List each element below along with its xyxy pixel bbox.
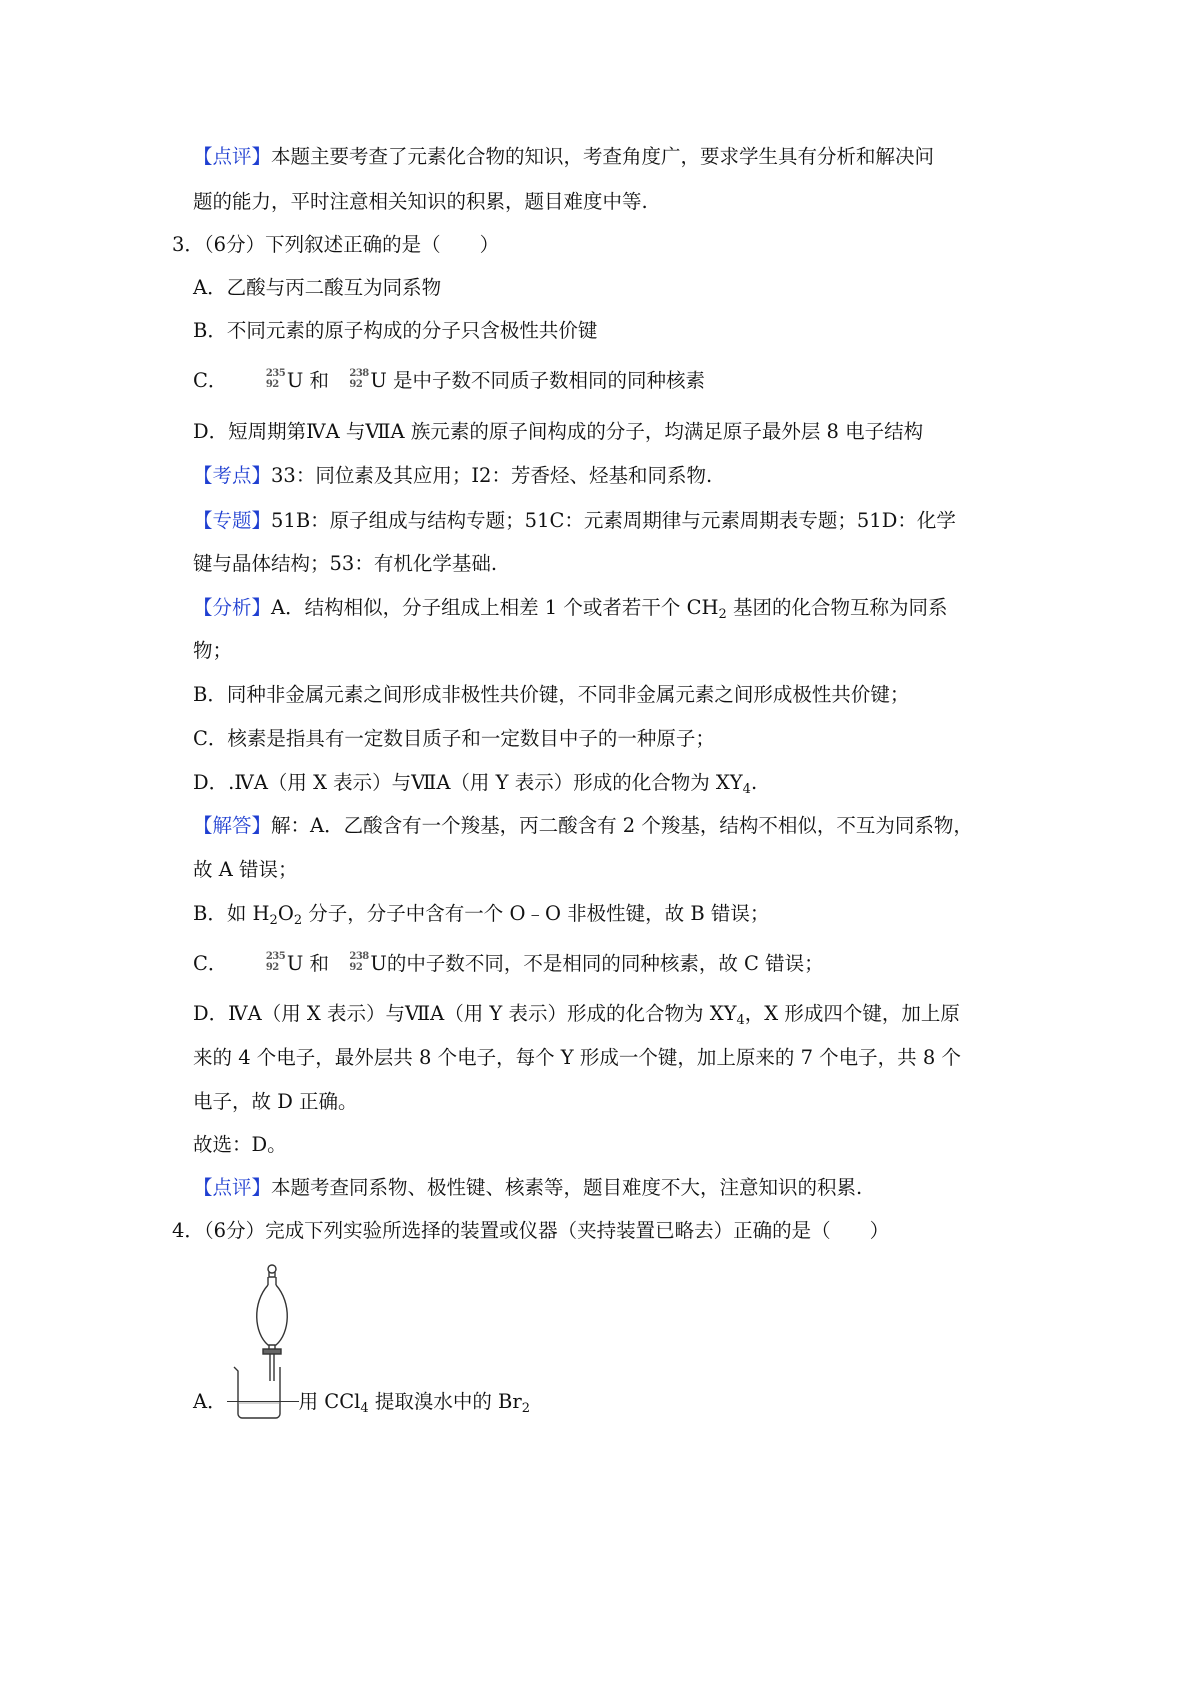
subscript: 2 [718,607,727,622]
solution-text: 的中子数不同，不是相同的同种核素，故 C 错误； [386,952,824,975]
analysis-text: D．.ⅣA（用 X 表示）与ⅦA（用 Y 表示）形成的化合物为 XY [193,771,743,794]
uranium-symbol: U [370,952,387,975]
isotope-notation: 235 92 [265,368,286,390]
analysis-line-5 [193,768,757,798]
uranium-symbol: U [370,369,387,392]
subscript: 4 [360,1401,369,1416]
solution-line-3 [193,899,769,929]
topic-continued: 键与晶体结构；53：有机化学基础. [193,552,498,575]
review-text: 本题主要考查了元素化合物的知识，考查角度广，要求学生具有分析和解决问 [271,145,935,168]
q4-option-a [193,1387,530,1417]
analysis-line-4: C．核素是指具有一定数目质子和一定数目中子的一种原子； [193,727,715,750]
review-tag: 【点评】 [193,145,272,168]
analysis-tag: 【分析】 [193,596,272,619]
option-label: A． [193,1390,227,1413]
option-label: C． [193,952,228,975]
subscript: 2 [293,913,303,928]
topic-tag: 【专题】 [193,509,272,532]
review-paragraph-q2 [193,142,934,172]
analysis-text: A．结构相似，分子组成上相差 1 个或者若干个 CH [271,596,719,619]
subscript: 4 [742,782,751,797]
solution-text: 解：A．乙酸含有一个羧基，丙二酸含有 2 个羧基，结构不相似，不互为同系物， [271,814,973,837]
question-4-stem: 4．（6分）完成下列实验所选择的装置或仪器（夹持装置已略去）正确的是（ ） [172,1219,890,1242]
uranium-symbol: U [286,369,304,392]
option-text: 是中子数不同质子数相同的同种核素 [393,369,706,392]
review-tag: 【点评】 [193,1176,272,1199]
analysis [193,593,948,623]
review-text: 本题考查同系物、极性键、核素等，题目难度不大，注意知识的积累. [271,1176,863,1199]
q3-option-c [193,366,705,396]
subscript: 2 [521,1401,530,1416]
solution-text: B．如 H [193,902,270,925]
question-3-stem: 3．（6分）下列叙述正确的是（ ） [172,233,500,256]
solution-line-6: 来的 4 个电子，最外层共 8 个电子，每个 Y 形成一个键，加上原来的 7 个电子，共 8 个 [193,1046,961,1069]
topic [193,506,956,536]
q3-option-b: B．不同元素的原子构成的分子只含极性共价键 [193,319,598,342]
conjunction: 和 [309,369,329,392]
review-paragraph-q3 [193,1173,862,1203]
option-label: C． [193,369,228,392]
solution-line-2: 故 A 错误； [193,858,298,881]
isotope-notation: 238 92 [349,368,369,390]
exam-point-tag: 【考点】 [193,464,272,487]
analysis-line-2: 物； [193,639,233,662]
funnel-bulb-icon [257,1285,288,1345]
q3-option-d: D．短周期第ⅣA 与ⅦA 族元素的原子间构成的分子，均满足原子最外层 8 电子结构 [193,420,924,443]
solution-text: 分子，分子中含有一个 O﹣O 非极性键，故 B 错误； [302,902,770,925]
solution-tag: 【解答】 [193,814,272,837]
analysis-text: . [750,771,758,794]
exam-point-text: 33：同位素及其应用；I2：芳香烃、烃基和同系物. [271,464,713,487]
solution-text: ，X 形成四个键，加上原 [744,1002,960,1025]
solution-text: O [277,902,294,925]
solution [193,811,973,841]
uranium-symbol: U [286,952,304,975]
option-text: 提取溴水中的 Br [368,1390,522,1413]
topic-text: 51B：原子组成与结构专题；51C：元素周期律与元素周期表专题；51D：化学 [271,509,956,532]
analysis-text: 基团的化合物互称为同系 [726,596,948,619]
analysis-line-3: B．同种非金属元素之间形成非极性共价键，不同非金属元素之间形成极性共价键； [193,683,910,706]
option-text: 用 CCl [298,1390,361,1413]
exam-point [193,461,712,491]
solution-line-7: 电子，故 D 正确。 [193,1090,358,1113]
review-text-continued: 题的能力，平时注意相关知识的积累，题目难度中等. [193,190,648,213]
conjunction: 和 [309,952,329,975]
q3-option-a: A．乙酸与丙二酸互为同系物 [193,276,442,299]
stopper-icon [268,1265,276,1273]
solution-line-4 [193,949,824,979]
subscript: 2 [269,913,278,928]
subscript: 4 [736,1013,745,1028]
isotope-notation: 235 92 [265,951,286,973]
solution-line-5 [193,999,960,1029]
solution-line-8: 故选：D。 [193,1133,287,1156]
solution-text: D．ⅣA（用 X 表示）与ⅦA（用 Y 表示）形成的化合物为 XY [193,1002,737,1025]
isotope-notation: 238 92 [349,951,369,973]
